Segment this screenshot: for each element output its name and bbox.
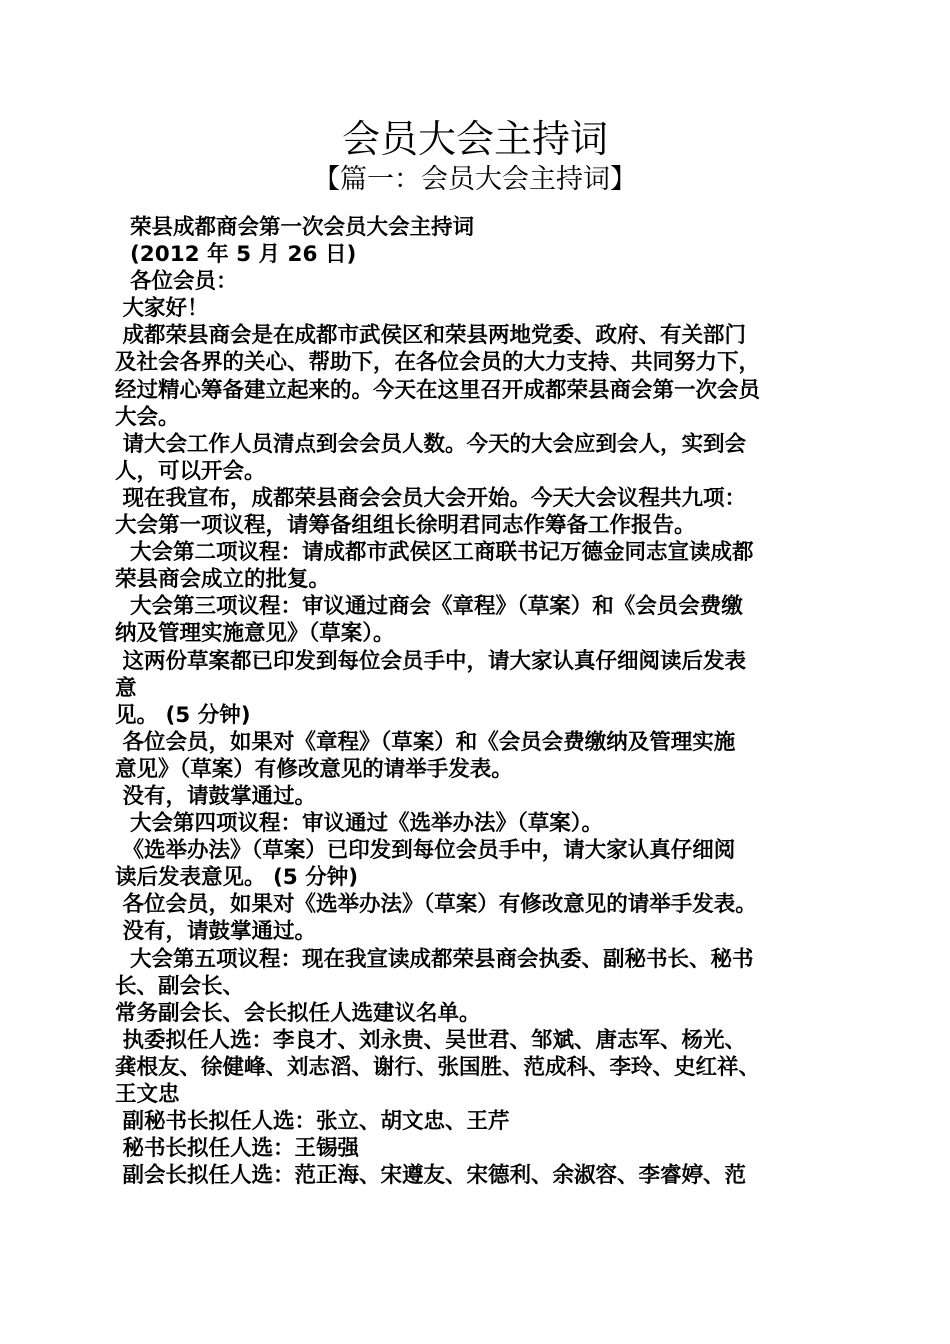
- paragraph-line: 意: [115, 675, 137, 701]
- paragraph-line: 各位会员，如果对《选举办法》（草案）有修改意见的请举手发表。: [115, 892, 757, 918]
- paragraph-line: 大会第三项议程：审议通过商会《章程》（草案）和《会员会费缴: [115, 594, 743, 620]
- paragraph-line: 王文忠: [115, 1082, 180, 1107]
- paragraph-line: 大家好！: [115, 296, 209, 322]
- paragraph-line: 副秘书长拟任人选：张立、胡文忠、王芹: [115, 1109, 510, 1135]
- paragraph-line: 《选举办法》（草案）已印发到每位会员手中，请大家认真仔细阅: [115, 838, 736, 864]
- paragraph-line: 各位会员：: [115, 269, 238, 295]
- paragraph-line: 成都荣县商会是在成都市武侯区和荣县两地党委、政府、有关部门: [115, 323, 746, 349]
- document-body: [115, 214, 845, 1189]
- paragraph-line: 这两份草案都已印发到每位会员手中，请大家认真仔细阅读后发表: [115, 648, 746, 674]
- paragraph-line: 各位会员，如果对《章程》（草案）和《会员会费缴纳及管理实施: [115, 729, 736, 755]
- paragraph-line: 没有，请鼓掌通过。: [115, 783, 316, 809]
- paragraph-line: 长、副会长、: [115, 973, 245, 999]
- paragraph-line: 龚根友、徐健峰、刘志滔、谢行、张国胜、范成科、李玲、史红祥、: [115, 1054, 761, 1080]
- paragraph-line: 见。 (5 分钟): [115, 702, 251, 728]
- paragraph-line: 大会第五项议程：现在我宣读成都荣县商会执委、副秘书长、秘书: [115, 946, 754, 972]
- paragraph-line: 人，可以开会。: [115, 458, 266, 484]
- paragraph-line: 意见》（草案）有修改意见的请举手发表。: [115, 756, 513, 782]
- paragraph-line: 读后发表意见。 (5 分钟): [115, 865, 359, 891]
- paragraph-line: 大会。: [115, 404, 180, 430]
- paragraph-line: 现在我宣布，成都荣县商会会员大会开始。今天大会议程共九项：: [115, 485, 746, 511]
- paragraph-line: 大会第一项议程，请筹备组组长徐明君同志作筹备工作报告。: [115, 513, 696, 539]
- paragraph-line: 及社会各界的关心、帮助下，在各位会员的大力支持、共同努力下，: [115, 350, 761, 376]
- paragraph-line: 请大会工作人员清点到会会员人数。今天的大会应到会人，实到会: [115, 431, 746, 457]
- paragraph-line: 没有，请鼓掌通过。: [115, 919, 316, 945]
- document-title: 会员大会主持词: [341, 117, 608, 161]
- paragraph-line: 秘书长拟任人选：王锡强: [115, 1136, 359, 1162]
- paragraph-line: 荣县成都商会第一次会员大会主持词: [115, 215, 474, 240]
- paragraph-line: 经过精心筹备建立起来的。今天在这里召开成都荣县商会第一次会员: [115, 377, 761, 403]
- paragraph-line: (2012 年 5 月 26 日): [115, 242, 357, 268]
- paragraph-line: 常务副会长、会长拟任人选建议名单。: [115, 1000, 481, 1026]
- paragraph-line: 执委拟任人选：李良才、刘永贵、吴世君、邹斌、唐志军、杨光、: [115, 1027, 746, 1053]
- paragraph-line: 纳及管理实施意见》（草案）。: [115, 621, 395, 647]
- document-subtitle: 【篇一：会员大会主持词】: [313, 164, 637, 195]
- paragraph-line: 大会第二项议程：请成都市武侯区工商联书记万德金同志宣读成都: [115, 540, 754, 566]
- paragraph-line: 大会第四项议程：审议通过《选举办法》（草案）。: [115, 811, 603, 837]
- paragraph-line: 荣县商会成立的批复。: [115, 567, 331, 593]
- paragraph-line: 副会长拟任人选：范正海、宋遵友、宋德利、余淑容、李睿婷、范: [115, 1163, 746, 1189]
